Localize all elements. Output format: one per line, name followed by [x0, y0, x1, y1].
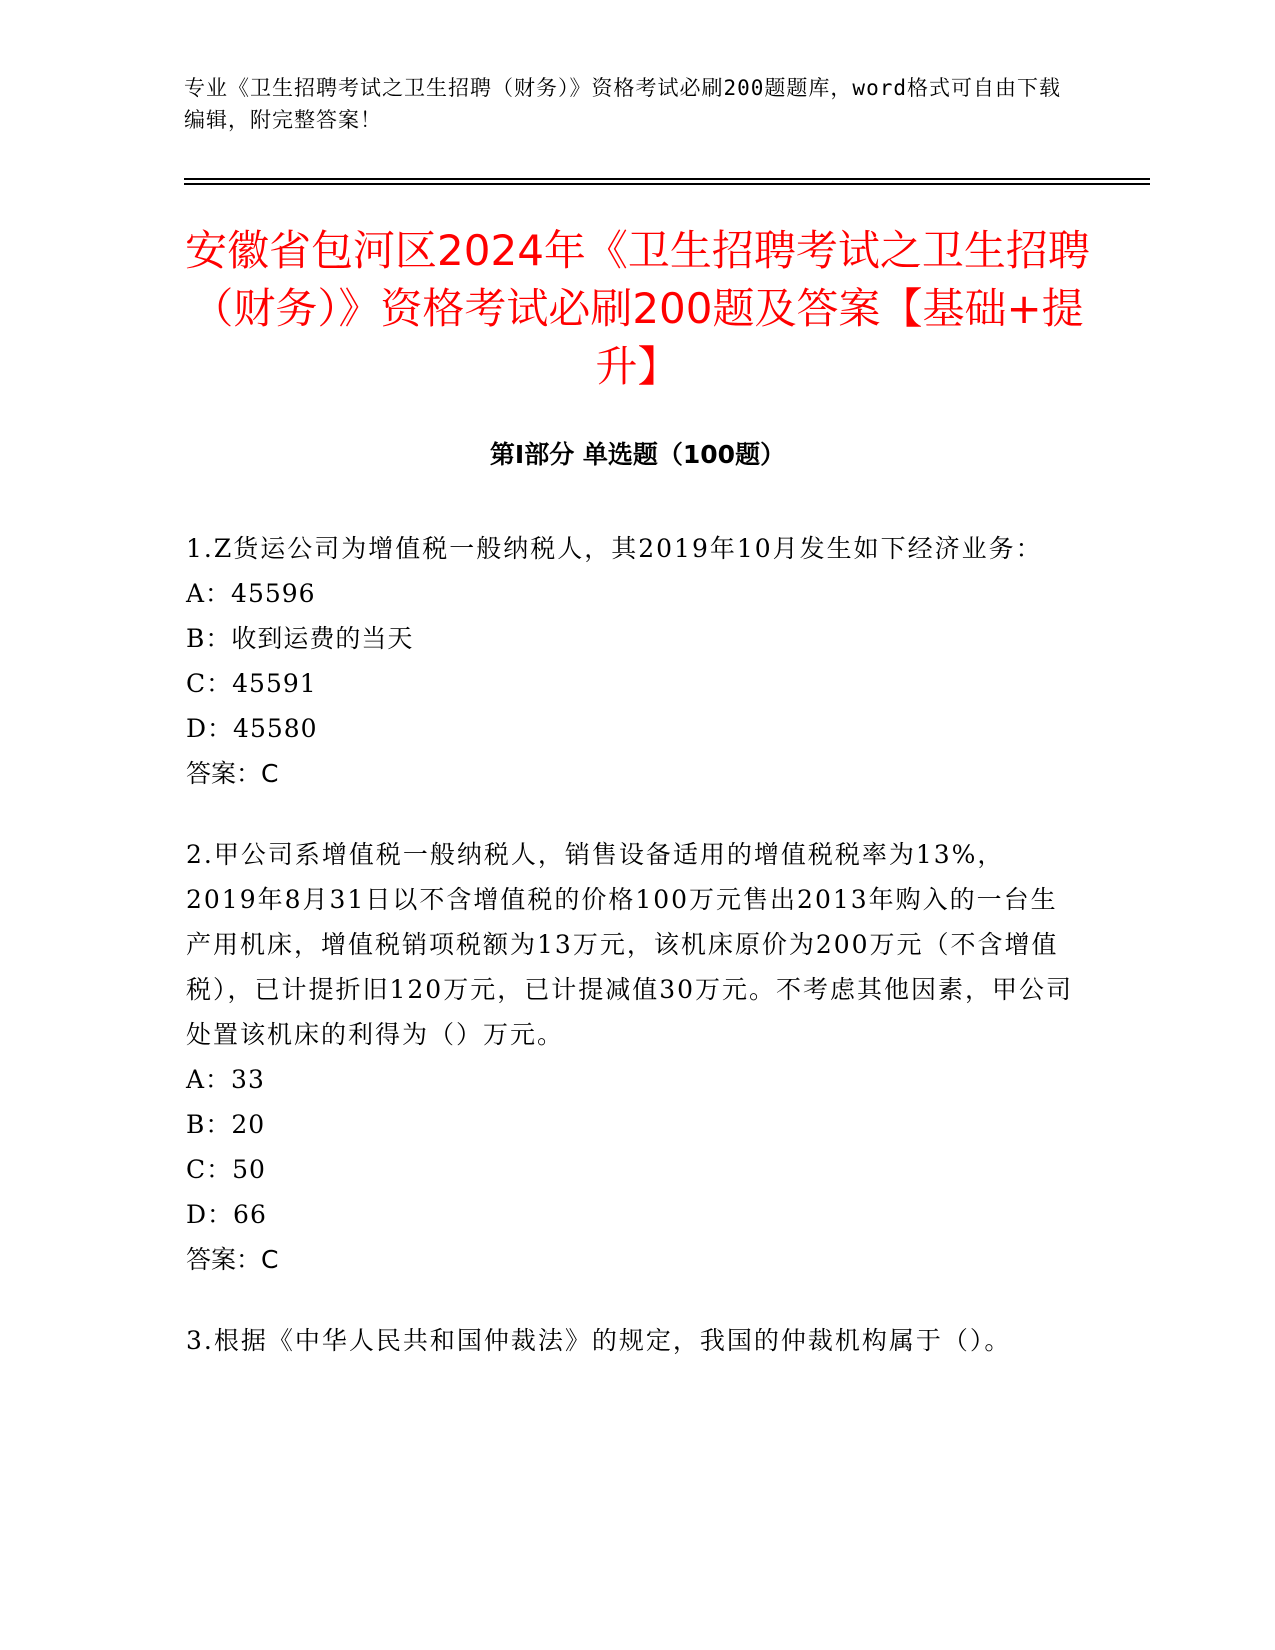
section-title: 第Ⅰ部分 单选题（100题）: [489, 440, 786, 469]
question-option: D：66: [186, 1200, 267, 1229]
header-divider-top: [184, 178, 1150, 180]
question-stem: 3.根据《中华人民共和国仲裁法》的规定，我国的仲裁机构属于（）。: [186, 1326, 1012, 1355]
question-answer: 答案：C: [186, 759, 279, 788]
question-option: A：33: [186, 1065, 265, 1094]
question-option: A：45596: [186, 579, 316, 608]
question-stem: 1.Z货运公司为增值税一般纳税人，其2019年10月发生如下经济业务：: [186, 534, 1043, 563]
question-option: B：收到运费的当天: [186, 624, 414, 653]
question-item: [186, 526, 1076, 796]
header-note: 专业《卫生招聘考试之卫生招聘（财务）》资格考试必刷200题题库，word格式可自由下载编辑，附完整答案！: [184, 76, 1061, 132]
document-title: 安徽省包河区2024年《卫生招聘考试之卫生招聘（财务）》资格考试必刷200题及答案【基础+提升】: [185, 226, 1090, 391]
question-option: D：45580: [186, 714, 318, 743]
question-stem: 2.甲公司系增值税一般纳税人，销售设备适用的增值税税率为13%，2019年8月31日以不含增值税的价格100万元售出2013年购入的一台生产用机床，增值税销项税额为13万元，该机床原价为200万元（不含增值税），已计提折旧120万元，已计提减值30万元。不考虑其他因素，甲公司处置该机床的利得为（）万元。: [186, 840, 1074, 1049]
header-divider-bottom: [184, 183, 1150, 185]
question-option: C：45591: [186, 669, 317, 698]
question-item: [186, 1318, 1076, 1363]
question-option: C：50: [186, 1155, 266, 1184]
question-item: [186, 832, 1076, 1282]
question-answer: 答案：C: [186, 1245, 279, 1274]
question-list: [186, 526, 1076, 1399]
question-option: B：20: [186, 1110, 266, 1139]
